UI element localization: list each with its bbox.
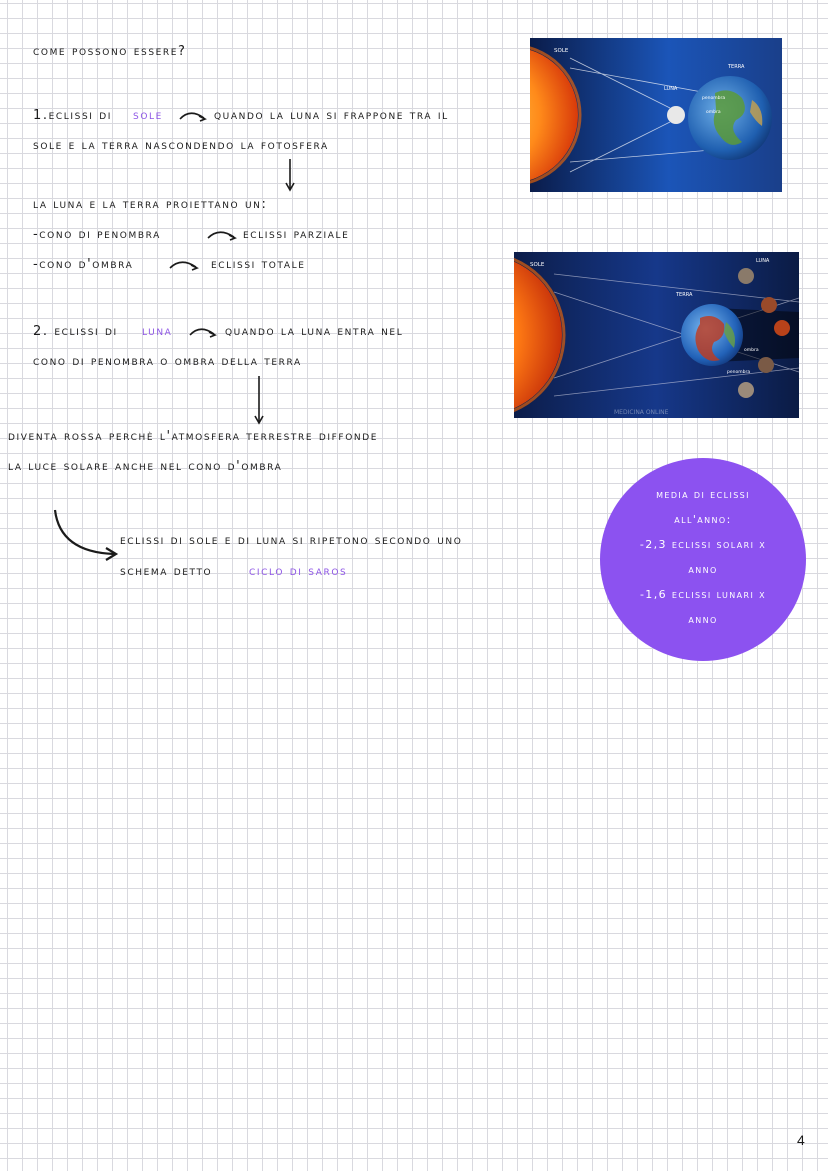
badge-line: media di eclissi (656, 488, 750, 501)
down-arrow-icon (284, 158, 296, 192)
lunar-eclipse-image (514, 252, 799, 418)
image-label-moon: LUNA (664, 86, 678, 92)
solar-definition-line2: sole e la terra nascondendo la fotosfera (33, 138, 329, 153)
curved-arrow-icon (206, 229, 238, 241)
badge-line: -1,6 eclissi lunari x (639, 588, 767, 601)
page-number: 4 (797, 1132, 805, 1148)
lunar-definition-line2: cono di penombra o ombra della terra (33, 354, 302, 369)
curved-arrow-icon (188, 326, 218, 338)
badge-line: all'anno: (674, 513, 732, 526)
saros-line2: schema detto (120, 564, 213, 579)
eclipse-average-badge (600, 458, 806, 661)
image-label-earth: TERRA (728, 64, 745, 70)
image-watermark: MEDICINA ONLINE (614, 409, 669, 416)
solar-eclipse-image (530, 38, 782, 192)
red-moon-explanation-line2: la luce solare anche nel cono d'ombra (8, 459, 283, 474)
curved-arrow-icon (52, 508, 122, 560)
lunar-definition-line1: quando la luna entra nel (225, 324, 404, 339)
curved-arrow-icon (178, 110, 208, 122)
solar-eclipse-label: 1.eclissi di (33, 108, 113, 123)
saros-line1: eclissi di sole e di luna si ripetono secondo uno (120, 533, 463, 548)
lunar-eclipse-label: 2. eclissi di (33, 324, 118, 339)
partial-eclipse: eclissi parziale (243, 227, 350, 242)
image-label-umbra: ombra (706, 110, 721, 115)
badge-line: anno (688, 563, 718, 576)
image-label-earth: TERRA (676, 292, 693, 298)
total-eclipse: eclissi totale (211, 257, 306, 272)
image-label-sun: SOLE (530, 262, 545, 268)
red-moon-explanation-line1: diventa rossa perchè l'atmosfera terrestre diffonde (8, 429, 379, 444)
badge-line: -2,3 eclissi solari x (639, 538, 767, 551)
projection-intro: la luna e la terra proiettano un: (33, 197, 268, 212)
lunar-highlight: luna (142, 324, 173, 339)
image-label-umbra: ombra (744, 348, 759, 353)
image-label-penumbra: penombra (702, 96, 726, 101)
image-label-penumbra: penombra (727, 370, 751, 375)
section-heading: come possono essere? (33, 44, 187, 59)
umbra-cone: -cono d'ombra (33, 257, 134, 272)
badge-line: anno (688, 613, 718, 626)
penumbra-cone: -cono di penombra (33, 227, 161, 242)
solar-definition-line1: quando la luna si frappone tra il (214, 108, 449, 123)
saros-highlight: ciclo di saros (249, 564, 348, 579)
curved-arrow-icon (168, 259, 200, 271)
down-arrow-icon (253, 375, 265, 425)
image-label-sun: SOLE (554, 48, 569, 54)
solar-highlight: sole (133, 108, 163, 123)
image-label-moon: LUNA (756, 258, 770, 264)
